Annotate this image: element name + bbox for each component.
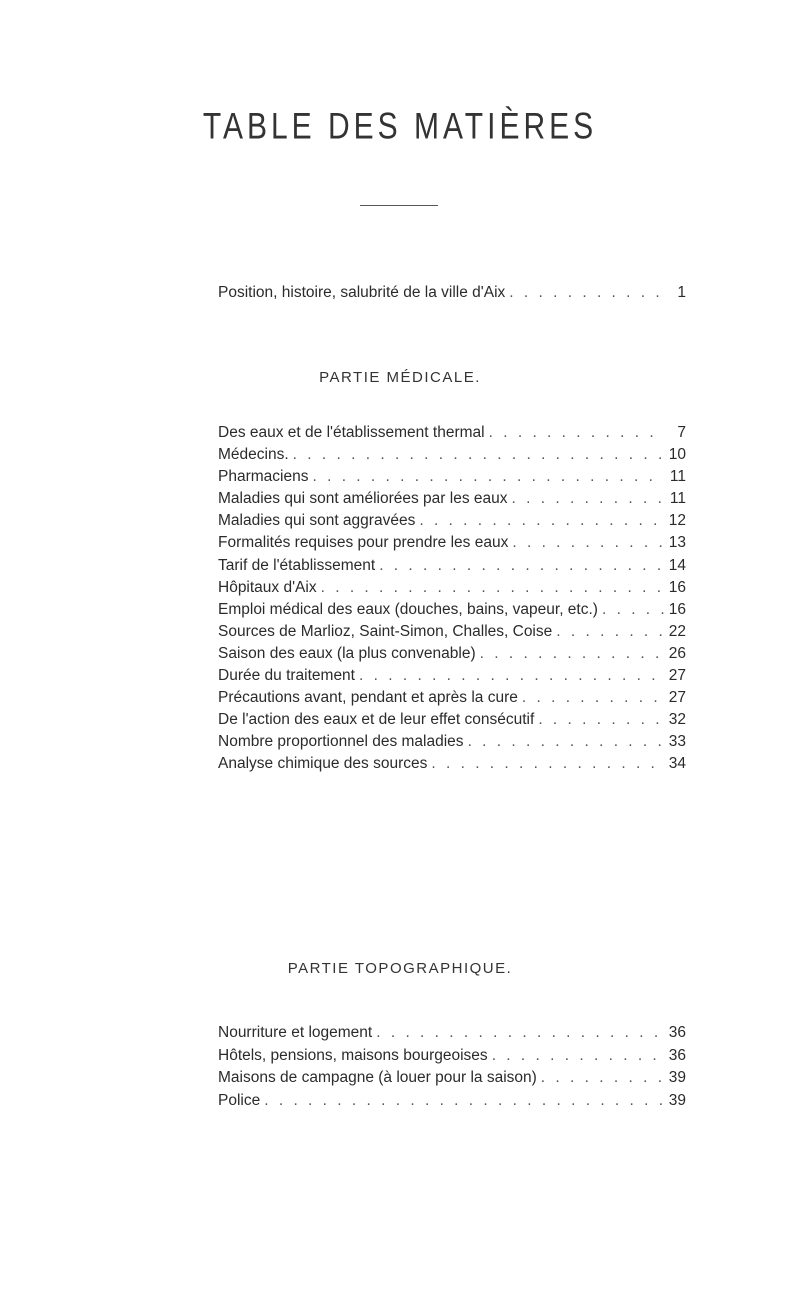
- dot-leader: [556, 621, 664, 643]
- toc-entry-page: 16: [668, 600, 686, 618]
- toc-entry-page: 10: [668, 446, 686, 464]
- dot-leader: [293, 444, 664, 466]
- dot-leader: [541, 1067, 664, 1090]
- dot-leader: [468, 731, 664, 753]
- toc-entry-page: 22: [668, 622, 686, 640]
- toc-entry-page: 14: [668, 556, 686, 574]
- dot-leader: [312, 466, 664, 488]
- topographique-entries: [218, 1022, 686, 1113]
- toc-entry: [218, 1067, 686, 1090]
- toc-entry: [218, 555, 686, 577]
- toc-entry-label: Pharmaciens: [218, 468, 309, 486]
- toc-entry-page: 33: [668, 733, 686, 751]
- toc-entry-label: Analyse chimique des sources: [218, 755, 428, 773]
- toc-entry: [218, 709, 686, 731]
- toc-entry-label: Nourriture et logement: [218, 1024, 373, 1041]
- toc-entry-page: 32: [668, 711, 686, 729]
- toc-entry-label: Position, histoire, salubrité de la ville d'Aix: [218, 284, 506, 301]
- toc-entry-page: 27: [668, 689, 686, 707]
- page-title: TABLE DES MATIÈRES: [202, 106, 598, 148]
- toc-entry-label: Sources de Marlioz, Saint-Simon, Challes, Coise: [218, 622, 553, 640]
- toc-entry: [218, 444, 686, 466]
- toc-entry: [218, 1045, 686, 1068]
- dot-leader: [489, 422, 664, 444]
- toc-entry-page: 34: [668, 755, 686, 773]
- dot-leader: [419, 510, 664, 532]
- dot-leader: [379, 555, 664, 577]
- dot-leader: [522, 687, 664, 709]
- toc-entry-label: Maladies qui sont améliorées par les eaux: [218, 490, 508, 508]
- toc-entry-page: 7: [677, 424, 686, 441]
- toc-entry-label: Tarif de l'établissement: [218, 556, 376, 574]
- dot-leader: [509, 282, 664, 304]
- dot-leader: [321, 577, 664, 599]
- dot-leader: [264, 1090, 664, 1113]
- toc-entry: [218, 282, 686, 304]
- toc-entry-page: 1: [677, 284, 686, 301]
- toc-entry-label: Maisons de campagne (à louer pour la saison): [218, 1069, 537, 1087]
- section-heading-medicale: PARTIE MÉDICALE.: [319, 369, 481, 386]
- toc-entry-label: Police: [218, 1092, 261, 1110]
- toc-entry-label: Des eaux et de l'établissement thermal: [218, 424, 485, 441]
- toc-entry-label: Maladies qui sont aggravées: [218, 512, 416, 530]
- dot-leader: [359, 665, 664, 687]
- toc-entry: [218, 466, 686, 488]
- toc-entry: [218, 1090, 686, 1113]
- toc-entry-label: Hôtels, pensions, maisons bourgeoises: [218, 1046, 488, 1064]
- dot-leader: [480, 643, 664, 665]
- toc-entry-label: Formalités requises pour prendre les eaux: [218, 534, 509, 552]
- toc-entry: [218, 577, 686, 599]
- dot-leader: [512, 532, 664, 554]
- toc-entry-label: Emploi médical des eaux (douches, bains, vapeur, etc.): [218, 600, 598, 618]
- toc-entry-page: 11: [669, 490, 686, 508]
- toc-entry: [218, 643, 686, 665]
- toc-entry-label: Précautions avant, pendant et après la cure: [218, 689, 518, 707]
- toc-entry-page: 11: [669, 468, 686, 486]
- toc-entry-page: 36: [668, 1046, 686, 1064]
- title-divider: [360, 205, 438, 206]
- toc-entry-page: 13: [668, 534, 686, 552]
- medicale-entries: [218, 422, 686, 776]
- toc-entry-page: 39: [668, 1069, 686, 1087]
- toc-entry-page: 27: [668, 667, 686, 685]
- section-heading-topographique: PARTIE TOPOGRAPHIQUE.: [287, 960, 513, 977]
- toc-entry-label: Hôpitaux d'Aix: [218, 578, 317, 596]
- toc-entry-page: 39: [668, 1092, 686, 1110]
- dot-leader: [602, 599, 664, 621]
- toc-entry-label: Médecins.: [218, 446, 289, 464]
- toc-entry: [218, 488, 686, 510]
- dot-leader: [538, 709, 664, 731]
- toc-entry: [218, 510, 686, 532]
- toc-entry: [218, 599, 686, 621]
- dot-leader: [492, 1045, 664, 1068]
- toc-entry-label: Saison des eaux (la plus convenable): [218, 644, 476, 662]
- toc-entry-label: De l'action des eaux et de leur effet consécutif: [218, 711, 535, 729]
- toc-entry-label: Nombre proportionnel des maladies: [218, 733, 464, 751]
- toc-entry: [218, 687, 686, 709]
- toc-entry: [218, 665, 686, 687]
- toc-entry: [218, 532, 686, 554]
- toc-entry: [218, 621, 686, 643]
- dot-leader: [376, 1022, 664, 1045]
- toc-entry: [218, 731, 686, 753]
- intro-entries: [218, 282, 686, 304]
- toc-entry-label: Durée du traitement: [218, 667, 355, 685]
- toc-entry-page: 26: [668, 644, 686, 662]
- toc-entry: [218, 753, 686, 775]
- toc-entry-page: 16: [668, 578, 686, 596]
- dot-leader: [431, 753, 664, 775]
- toc-entry-page: 36: [668, 1024, 686, 1041]
- toc-entry: [218, 422, 686, 444]
- toc-entry: [218, 1022, 686, 1045]
- dot-leader: [512, 488, 665, 510]
- toc-entry-page: 12: [668, 512, 686, 530]
